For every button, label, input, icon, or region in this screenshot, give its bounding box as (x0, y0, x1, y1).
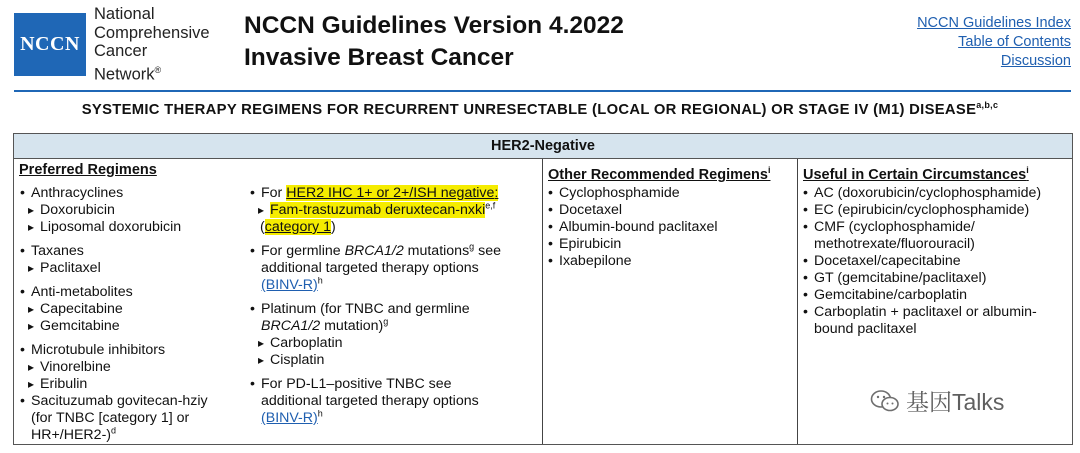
list-item: • GT (gemcitabine/paclitaxel) (803, 270, 1068, 287)
header-divider (14, 90, 1071, 92)
list-item (250, 243, 540, 294)
page-title (244, 10, 624, 74)
nav-links (917, 14, 1071, 71)
preferred-column (14, 159, 543, 444)
text: ) (330, 219, 336, 235)
item-line: bound paclitaxel (814, 321, 917, 337)
list-item: • Anti-metabolites (20, 284, 242, 301)
brca-line: additional targeted therapy options (261, 260, 479, 276)
preferred-left-list (20, 185, 242, 444)
list-item (250, 185, 540, 202)
list-item (20, 393, 242, 444)
logo-text: NCCN (20, 33, 80, 55)
list-item: • Taxanes (20, 243, 242, 260)
text: see (474, 243, 502, 259)
wechat-icon (870, 388, 900, 414)
other-recommended-header (548, 162, 797, 184)
item-line: • CMF (cyclophosphamide/ (814, 219, 975, 235)
list-subitem: ▸ Liposomal doxorubicin (20, 219, 242, 236)
other-recommended-column (543, 159, 798, 444)
list-item: • Docetaxel/capecitabine (803, 253, 1068, 270)
org-line-text: Network (94, 65, 155, 83)
sacituzumab-line: • Sacituzumab govitecan-hziy (31, 393, 208, 409)
binv-r-link[interactable]: (BINV-R) (261, 410, 318, 426)
nccn-logo (14, 13, 86, 76)
list-item: • EC (epirubicin/cyclophosphamide) (803, 202, 1068, 219)
org-line: National (94, 5, 155, 23)
footnote-ref: d (111, 425, 117, 436)
her2-negative-header: HER2-Negative (14, 134, 1072, 159)
header-text: Useful in Certain Circumstances (803, 166, 1027, 183)
binv-r-link[interactable]: (BINV-R) (261, 277, 318, 293)
sacituzumab-text: HR+/HER2-) (31, 427, 112, 443)
highlighted-text: category 1 (264, 219, 331, 235)
list-item: • AC (doxorubicin/cyclophosphamide) (803, 185, 1068, 202)
brca-line (261, 243, 540, 260)
useful-list (803, 185, 1068, 338)
title-version: NCCN Guidelines Version 4.2022 (244, 12, 624, 39)
footnote-ref: h (317, 275, 323, 286)
text: For germline (261, 243, 345, 259)
list-subitem: ▸ Carboplatin (250, 335, 540, 352)
preferred-right-list (250, 185, 540, 427)
list-item (803, 304, 1068, 338)
list-item: • Epirubicin (548, 236, 793, 253)
header-text: Other Recommended Regimens (548, 166, 768, 183)
preferred-header: Preferred Regimens (19, 162, 157, 178)
list-subitem: ▸ Capecitabine (20, 301, 242, 318)
sacituzumab-line: (for TNBC [category 1] or (31, 410, 190, 426)
platinum-line: • Platinum (for TNBC and germline (261, 301, 470, 317)
pdl1-line: • For PD-L1–positive TNBC see (261, 376, 452, 392)
list-item: • Gemcitabine/carboplatin (803, 287, 1068, 304)
sacituzumab-line (31, 427, 242, 444)
registered-mark: ® (154, 64, 162, 75)
list-item (803, 219, 1068, 253)
list-subitem: ▸ Doxorubicin (20, 202, 242, 219)
footnote-ref: e,f (485, 200, 496, 211)
highlighted-text: HER2 IHC 1+ or 2+/ISH negative (286, 185, 495, 201)
list-subitem: ▸ Gemcitabine (20, 318, 242, 335)
org-line: Comprehensive (94, 23, 210, 42)
list-item (250, 301, 540, 335)
list-subitem: ▸ Paclitaxel (20, 260, 242, 277)
watermark-text: 基因Talks (906, 389, 1005, 415)
list-item: • Ixabepilone (548, 253, 793, 270)
list-item: • Docetaxel (548, 202, 793, 219)
list-item: • Cyclophosphamide (548, 185, 793, 202)
text: mutation) (320, 318, 384, 334)
her2-line (261, 185, 540, 202)
platinum-line (261, 318, 540, 335)
list-item: • Albumin-bound paclitaxel (548, 219, 793, 236)
list-subitem: ▸ Vinorelbine (20, 359, 242, 376)
list-subitem: ▸ Eribulin (20, 376, 242, 393)
list-item: • Anthracyclines (20, 185, 242, 202)
watermark (870, 384, 1004, 417)
list-subitem (250, 202, 540, 219)
highlighted-text: Fam-trastuzumab deruxtecan-nxki (270, 202, 486, 218)
footnote-ref: h (317, 408, 323, 419)
footnote-ref: i (767, 165, 771, 175)
pdl1-line (261, 410, 540, 427)
org-line: Cancer (94, 42, 148, 60)
highlighted-text: : (494, 185, 499, 201)
footnote-ref: i (1026, 165, 1029, 175)
gene-text: BRCA1/2 (344, 243, 404, 259)
footnote-ref: g (469, 241, 475, 252)
text: For (261, 185, 287, 201)
item-line: • Carboplatin + paclitaxel or albumin- (814, 304, 1037, 320)
table-of-contents-link[interactable]: Table of Contents (958, 34, 1071, 50)
organization-name (94, 5, 210, 84)
list-item (250, 376, 540, 427)
text: ( (260, 219, 265, 235)
section-heading (0, 100, 1080, 118)
category-line (250, 219, 540, 236)
title-topic: Invasive Breast Cancer (244, 44, 514, 71)
org-line (94, 61, 210, 84)
discussion-link[interactable]: Discussion (1000, 53, 1071, 69)
footnote-ref: g (383, 316, 389, 327)
list-subitem: ▸ Cisplatin (250, 352, 540, 369)
pdl1-line: additional targeted therapy options (261, 393, 479, 409)
guidelines-index-link[interactable]: NCCN Guidelines Index (917, 15, 1071, 31)
gene-text: BRCA1/2 (261, 318, 321, 334)
other-list (548, 185, 793, 270)
useful-header (803, 162, 1072, 184)
list-item: • Microtubule inhibitors (20, 342, 242, 359)
heading-footnote: a,b,c (976, 100, 999, 110)
brca-line (261, 277, 540, 294)
text: mutations (403, 243, 470, 259)
item-line: methotrexate/fluorouracil) (814, 236, 975, 252)
heading-text: SYSTEMIC THERAPY REGIMENS FOR RECURRENT UNRESECTABLE (LOCAL OR REGIONAL) OR STAGE IV (M1) DISEASE (81, 101, 977, 118)
